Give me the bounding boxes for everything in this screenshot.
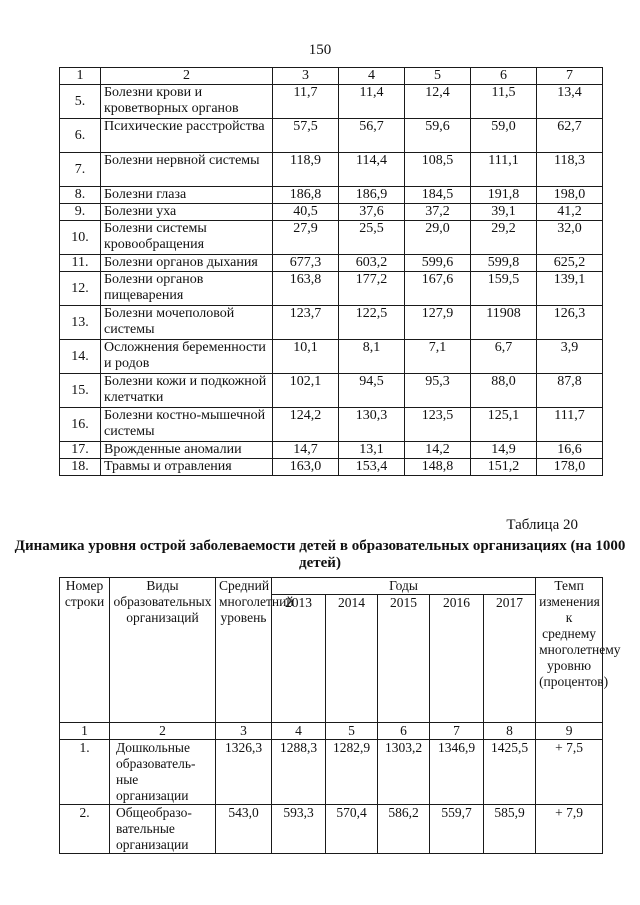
table1-header-cell: 1 bbox=[60, 68, 101, 85]
value-cell: 677,3 bbox=[273, 255, 339, 272]
year-header: 2017 bbox=[484, 595, 536, 723]
row-number: 9. bbox=[60, 204, 101, 221]
table1-row bbox=[60, 272, 603, 306]
row-number: 5. bbox=[60, 85, 101, 119]
table1-header-cell: 6 bbox=[471, 68, 537, 85]
value-cell: 37,2 bbox=[405, 204, 471, 221]
table1-header-cell: 4 bbox=[339, 68, 405, 85]
disease-class: Болезни крови и кроветворных органов bbox=[101, 85, 273, 119]
value-cell: 7,1 bbox=[405, 340, 471, 374]
value-cell: 178,0 bbox=[537, 459, 603, 476]
year-value: 1303,2 bbox=[378, 740, 430, 805]
value-cell: 59,6 bbox=[405, 119, 471, 153]
year-header: 2014 bbox=[326, 595, 378, 723]
disease-class: Травмы и отравления bbox=[101, 459, 273, 476]
index-cell: 3 bbox=[216, 723, 272, 740]
table1-row bbox=[60, 306, 603, 340]
rate-value: + 7,5 bbox=[536, 740, 603, 805]
value-cell: 603,2 bbox=[339, 255, 405, 272]
index-cell: 8 bbox=[484, 723, 536, 740]
disease-class: Болезни органов пищеварения bbox=[101, 272, 273, 306]
index-cell: 2 bbox=[110, 723, 216, 740]
rate-value: + 7,9 bbox=[536, 805, 603, 854]
disease-class: Болезни глаза bbox=[101, 187, 273, 204]
row-number: 1. bbox=[60, 740, 110, 805]
value-cell: 102,1 bbox=[273, 374, 339, 408]
disease-class: Осложнения беременности и родов bbox=[101, 340, 273, 374]
year-header: 2015 bbox=[378, 595, 430, 723]
table1-header-cell: 2 bbox=[101, 68, 273, 85]
table1-row bbox=[60, 340, 603, 374]
row-number: 2. bbox=[60, 805, 110, 854]
row-number: 13. bbox=[60, 306, 101, 340]
value-cell: 108,5 bbox=[405, 153, 471, 187]
table2-row-preschool bbox=[60, 740, 603, 805]
value-cell: 57,5 bbox=[273, 119, 339, 153]
table2-title bbox=[0, 538, 640, 572]
value-cell: 13,1 bbox=[339, 442, 405, 459]
table1-header-cell: 5 bbox=[405, 68, 471, 85]
value-cell: 126,3 bbox=[537, 306, 603, 340]
value-cell: 3,9 bbox=[537, 340, 603, 374]
year-value: 570,4 bbox=[326, 805, 378, 854]
value-cell: 123,5 bbox=[405, 408, 471, 442]
value-cell: 10,1 bbox=[273, 340, 339, 374]
value-cell: 88,0 bbox=[471, 374, 537, 408]
disease-class: Болезни органов дыхания bbox=[101, 255, 273, 272]
year-value: 559,7 bbox=[430, 805, 484, 854]
year-value: 1282,9 bbox=[326, 740, 378, 805]
value-cell: 29,2 bbox=[471, 221, 537, 255]
value-cell: 186,9 bbox=[339, 187, 405, 204]
value-cell: 11908 bbox=[471, 306, 537, 340]
row-number: 15. bbox=[60, 374, 101, 408]
value-cell: 16,6 bbox=[537, 442, 603, 459]
value-cell: 11,7 bbox=[273, 85, 339, 119]
index-cell: 1 bbox=[60, 723, 110, 740]
table1-header-row bbox=[60, 68, 603, 85]
row-number: 14. bbox=[60, 340, 101, 374]
table1-row bbox=[60, 187, 603, 204]
value-cell: 14,9 bbox=[471, 442, 537, 459]
value-cell: 148,8 bbox=[405, 459, 471, 476]
value-cell: 32,0 bbox=[537, 221, 603, 255]
value-cell: 123,7 bbox=[273, 306, 339, 340]
row-number: 17. bbox=[60, 442, 101, 459]
disease-class: Болезни мочеполовой системы bbox=[101, 306, 273, 340]
value-cell: 11,5 bbox=[471, 85, 537, 119]
page-number: 150 bbox=[308, 42, 332, 58]
disease-class: Болезни уха bbox=[101, 204, 273, 221]
value-cell: 177,2 bbox=[339, 272, 405, 306]
value-cell: 599,6 bbox=[405, 255, 471, 272]
value-cell: 29,0 bbox=[405, 221, 471, 255]
index-cell: 6 bbox=[378, 723, 430, 740]
col-years: Годы bbox=[272, 578, 536, 595]
row-number: 12. bbox=[60, 272, 101, 306]
year-header: 2013 bbox=[272, 595, 326, 723]
table1-row bbox=[60, 408, 603, 442]
value-cell: 599,8 bbox=[471, 255, 537, 272]
year-header: 2016 bbox=[430, 595, 484, 723]
row-number: 10. bbox=[60, 221, 101, 255]
year-value: 1288,3 bbox=[272, 740, 326, 805]
value-cell: 62,7 bbox=[537, 119, 603, 153]
disease-class: Болезни системы кровообращения bbox=[101, 221, 273, 255]
value-cell: 186,8 bbox=[273, 187, 339, 204]
value-cell: 39,1 bbox=[471, 204, 537, 221]
value-cell: 191,8 bbox=[471, 187, 537, 204]
value-cell: 184,5 bbox=[405, 187, 471, 204]
table-caption: Таблица 20 bbox=[506, 517, 578, 533]
value-cell: 111,1 bbox=[471, 153, 537, 187]
value-cell: 37,6 bbox=[339, 204, 405, 221]
table1-header-cell: 3 bbox=[273, 68, 339, 85]
value-cell: 114,4 bbox=[339, 153, 405, 187]
year-value: 586,2 bbox=[378, 805, 430, 854]
col-rate: Темп изменения к среднему многолетнему уровню (процентов) bbox=[536, 578, 603, 723]
row-number: 6. bbox=[60, 119, 101, 153]
morbidity-table-continued bbox=[59, 67, 603, 476]
value-cell: 13,4 bbox=[537, 85, 603, 119]
table1-row bbox=[60, 221, 603, 255]
value-cell: 11,4 bbox=[339, 85, 405, 119]
value-cell: 95,3 bbox=[405, 374, 471, 408]
table1-row bbox=[60, 153, 603, 187]
value-cell: 122,5 bbox=[339, 306, 405, 340]
value-cell: 8,1 bbox=[339, 340, 405, 374]
value-cell: 40,5 bbox=[273, 204, 339, 221]
table1-row bbox=[60, 119, 603, 153]
row-number: 8. bbox=[60, 187, 101, 204]
value-cell: 118,3 bbox=[537, 153, 603, 187]
table2-row-school bbox=[60, 805, 603, 854]
index-cell: 9 bbox=[536, 723, 603, 740]
value-cell: 14,2 bbox=[405, 442, 471, 459]
index-cell: 5 bbox=[326, 723, 378, 740]
value-cell: 118,9 bbox=[273, 153, 339, 187]
disease-class: Болезни кожи и подкожной клетчатки bbox=[101, 374, 273, 408]
value-cell: 25,5 bbox=[339, 221, 405, 255]
value-cell: 12,4 bbox=[405, 85, 471, 119]
value-cell: 124,2 bbox=[273, 408, 339, 442]
value-cell: 6,7 bbox=[471, 340, 537, 374]
value-cell: 159,5 bbox=[471, 272, 537, 306]
index-cell: 4 bbox=[272, 723, 326, 740]
row-number: 18. bbox=[60, 459, 101, 476]
table1-row bbox=[60, 255, 603, 272]
year-value: 1346,9 bbox=[430, 740, 484, 805]
table1-row bbox=[60, 442, 603, 459]
col-org-type: Виды образовательных организаций bbox=[110, 578, 216, 723]
value-cell: 27,9 bbox=[273, 221, 339, 255]
org-type: Общеобразо-вательные организации bbox=[110, 805, 216, 854]
value-cell: 94,5 bbox=[339, 374, 405, 408]
average-value: 1326,3 bbox=[216, 740, 272, 805]
org-type: Дошкольные образователь-ные организации bbox=[110, 740, 216, 805]
acute-morbidity-table bbox=[59, 577, 621, 854]
row-number: 7. bbox=[60, 153, 101, 187]
disease-class: Болезни нервной системы bbox=[101, 153, 273, 187]
index-cell: 7 bbox=[430, 723, 484, 740]
table1-header-cell: 7 bbox=[537, 68, 603, 85]
value-cell: 127,9 bbox=[405, 306, 471, 340]
table1-row bbox=[60, 204, 603, 221]
value-cell: 14,7 bbox=[273, 442, 339, 459]
value-cell: 151,2 bbox=[471, 459, 537, 476]
col-average: Средний многолетний уровень bbox=[216, 578, 272, 723]
value-cell: 198,0 bbox=[537, 187, 603, 204]
table2-title-text: Динамика уровня острой заболеваемости детей в образовательных организациях (на 1000 детей) bbox=[14, 538, 626, 571]
row-number: 16. bbox=[60, 408, 101, 442]
value-cell: 56,7 bbox=[339, 119, 405, 153]
value-cell: 41,2 bbox=[537, 204, 603, 221]
disease-class: Болезни костно-мышечной системы bbox=[101, 408, 273, 442]
disease-class: Врожденные аномалии bbox=[101, 442, 273, 459]
table1-row bbox=[60, 85, 603, 119]
value-cell: 167,6 bbox=[405, 272, 471, 306]
value-cell: 111,7 bbox=[537, 408, 603, 442]
value-cell: 625,2 bbox=[537, 255, 603, 272]
average-value: 543,0 bbox=[216, 805, 272, 854]
year-value: 585,9 bbox=[484, 805, 536, 854]
value-cell: 163,0 bbox=[273, 459, 339, 476]
row-number: 11. bbox=[60, 255, 101, 272]
table1-row bbox=[60, 459, 603, 476]
year-value: 593,3 bbox=[272, 805, 326, 854]
value-cell: 59,0 bbox=[471, 119, 537, 153]
value-cell: 153,4 bbox=[339, 459, 405, 476]
value-cell: 163,8 bbox=[273, 272, 339, 306]
value-cell: 130,3 bbox=[339, 408, 405, 442]
value-cell: 139,1 bbox=[537, 272, 603, 306]
col-row-number: Номер строки bbox=[60, 578, 110, 723]
year-value: 1425,5 bbox=[484, 740, 536, 805]
value-cell: 125,1 bbox=[471, 408, 537, 442]
disease-class: Психические расстройства bbox=[101, 119, 273, 153]
table1-row bbox=[60, 374, 603, 408]
value-cell: 87,8 bbox=[537, 374, 603, 408]
